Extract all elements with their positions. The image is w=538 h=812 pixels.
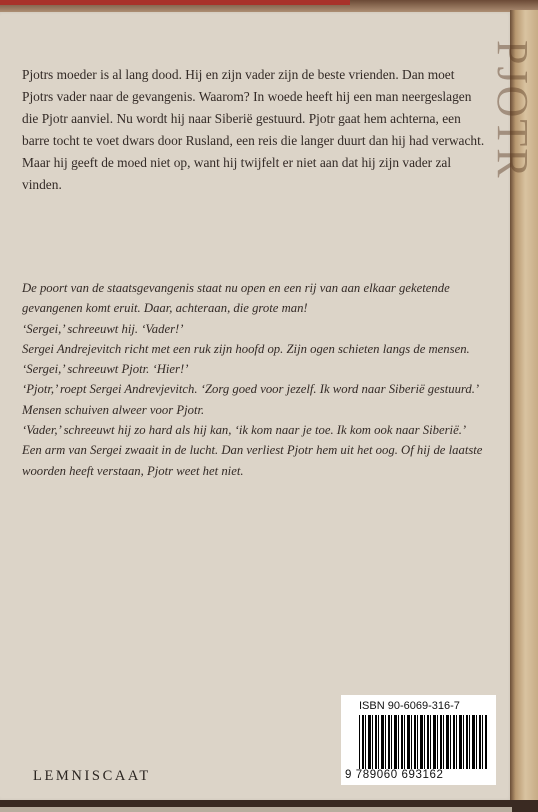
back-cover	[0, 12, 512, 800]
excerpt-paragraph: ‘Pjotr,’ roept Sergei Andrevjevitch. ‘Zorg goed voor jezelf. Ik word naar Siberië gestuurd.’	[22, 382, 480, 397]
publisher-logo: LEMNISCAAT	[33, 768, 151, 784]
book-top-red-band	[0, 0, 350, 5]
excerpt-paragraph: De poort van de staatsgevangenis staat nu open en een rij van aan elkaar geketende gevangenen komt eruit. Daar, achteraan, die grote man!	[22, 281, 450, 316]
barcode-number: 9 789060 693162	[345, 769, 493, 781]
excerpt-paragraph: Sergei Andrejevitch richt met een ruk zijn hoofd op. Zijn ogen schieten langs de mensen.	[22, 341, 470, 356]
excerpt	[22, 278, 488, 481]
blurb-text: Pjotrs moeder is al lang dood. Hij en zijn vader zijn de beste vrienden. Dan moet Pjotrs vader naar de gevangenis. Waarom? In woede heeft hij een man neergeslagen die Pjotr aanviel. Nu wordt hij naar Siberië gestuurd. Pjotr gaat hem achterna, een barre tocht te voet dwars door Rusland, een reis die langer duurt dan hij had verwacht. Maar hij geeft de moed niet op, want hij twijfelt er niet aan dat hij zijn vader zal vinden.	[22, 67, 485, 192]
barcode-label	[341, 695, 496, 785]
isbn-text: ISBN 90-6069-316-7	[359, 700, 460, 712]
bottom-edge	[0, 807, 512, 812]
excerpt-paragraph: Een arm van Sergei zwaait in de lucht. Dan verliest Pjotr hem uit het oog. Of hij de laatste woorden heeft verstaan, Pjotr weet het niet.	[22, 443, 483, 478]
barcode-icon	[359, 715, 487, 771]
excerpt-paragraph: ‘Vader,’ schreeuwt hij zo hard als hij kan, ‘ik kom naar je toe. Ik kom ook naar Siberië.’	[22, 423, 467, 438]
excerpt-paragraph: ‘Sergei,’ schreeuwt hij. ‘Vader!’	[22, 321, 184, 336]
excerpt-paragraph: Mensen schuiven alweer voor Pjotr.	[22, 402, 205, 417]
excerpt-paragraph: ‘Sergei,’ schreeuwt Pjotr. ‘Hier!’	[22, 362, 189, 377]
spine-title: PJOTR	[488, 40, 537, 180]
